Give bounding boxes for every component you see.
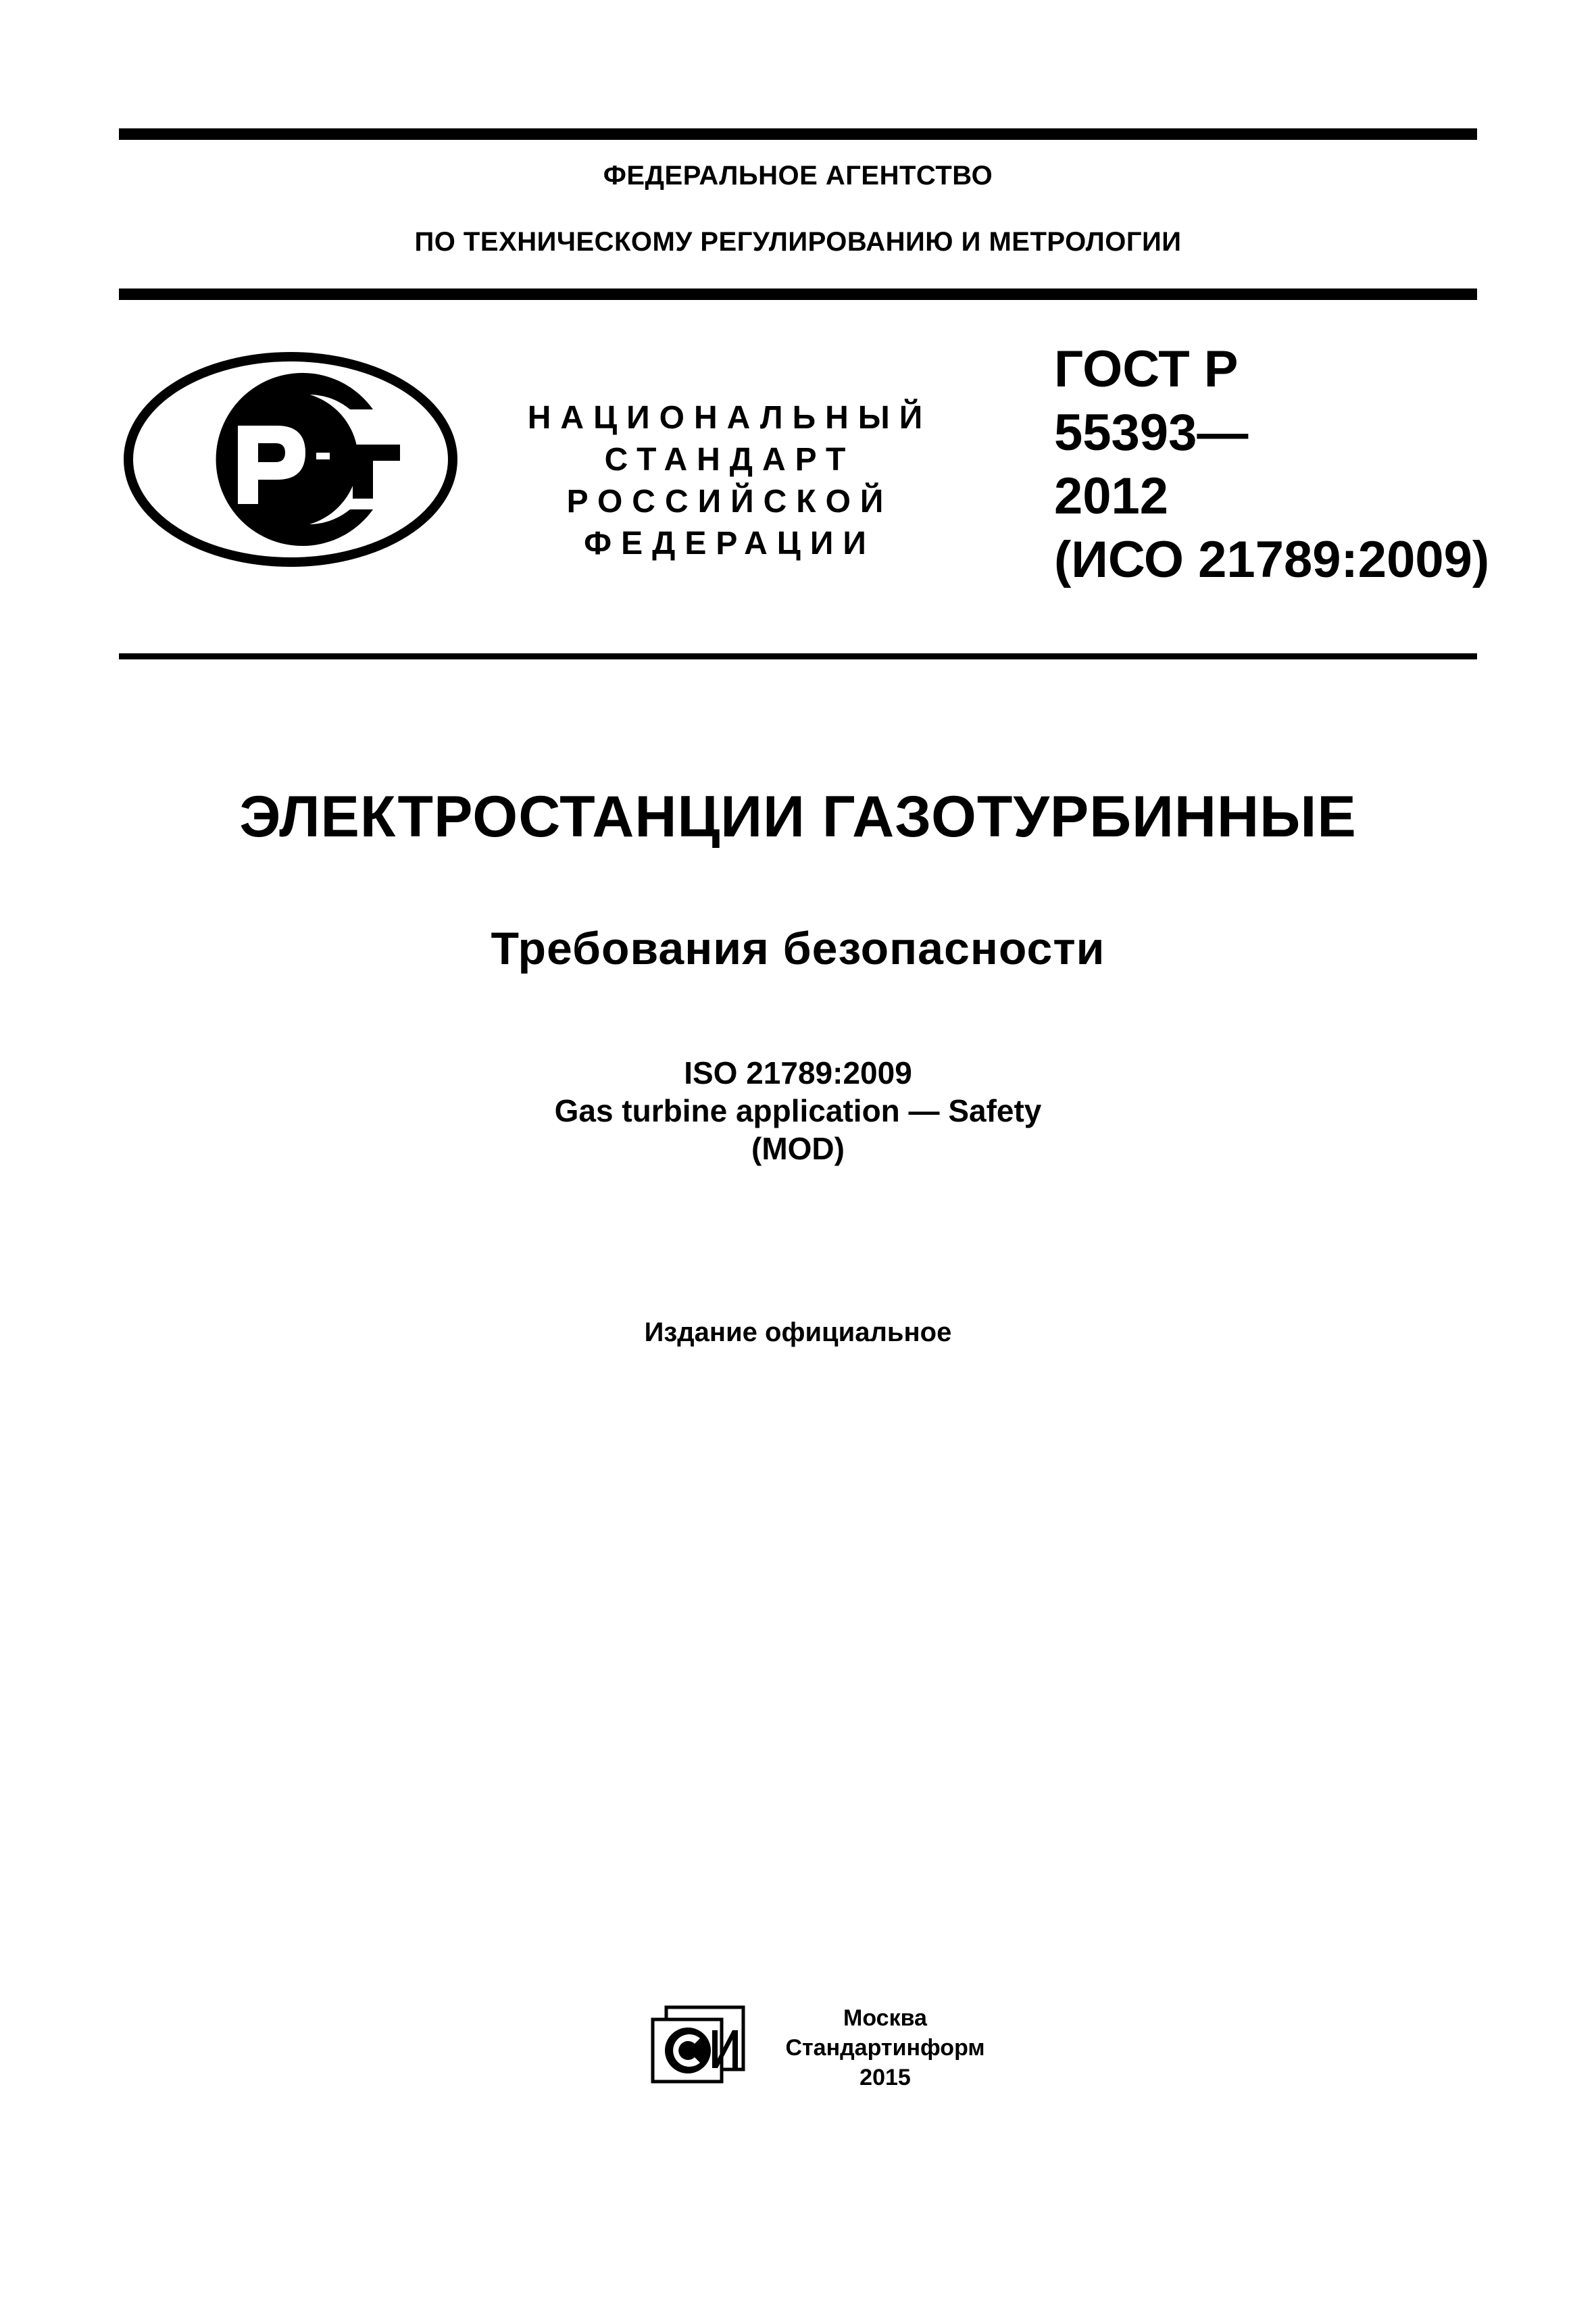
standartinform-logo-icon [647,2003,749,2088]
designation-line-3: 2012 [1054,468,1169,525]
iso-degree: (MOD) [751,1131,845,1166]
iso-reference: ISO 21789:2009 [684,1055,912,1090]
edition-note: Издание официальное [644,1317,952,1347]
imprint-year: 2015 [859,2065,911,2090]
national-standard-label [493,397,966,565]
top-rule [119,128,1477,140]
standard-designation [1054,338,1489,592]
header-bottom-rule [119,288,1477,300]
imprint-block [764,2003,1007,2092]
iso-title: Gas turbine application — Safety [554,1093,1042,1128]
iso-reference-block [119,1054,1477,1167]
imprint-city: Москва [843,2005,927,2031]
designation-line-4: (ИСО 21789:2009) [1054,531,1490,588]
section-divider [119,653,1477,659]
designation-line-1: ГОСТ Р [1054,341,1239,398]
agency-name-line1: ФЕДЕРАЛЬНОЕ АГЕНТСТВО [603,161,993,191]
designation-line-2: 55393— [1054,404,1249,461]
imprint-publisher: Стандартинформ [785,2035,985,2061]
national-line-4: ФЕДЕРАЦИИ [584,526,876,561]
national-line-3: РОССИЙСКОЙ [566,484,893,520]
document-title: ЭЛЕКТРОСТАНЦИИ ГАЗОТУРБИННЫЕ [239,784,1357,849]
rst-certification-mark-icon [123,351,458,568]
national-line-2: СТАНДАРТ [604,442,855,478]
national-line-1: НАЦИОНАЛЬНЫЙ [527,400,932,436]
document-subtitle: Требования безопасности [491,923,1105,974]
agency-name-line2: ПО ТЕХНИЧЕСКОМУ РЕГУЛИРОВАНИЮ И МЕТРОЛОГИИ [414,227,1182,257]
